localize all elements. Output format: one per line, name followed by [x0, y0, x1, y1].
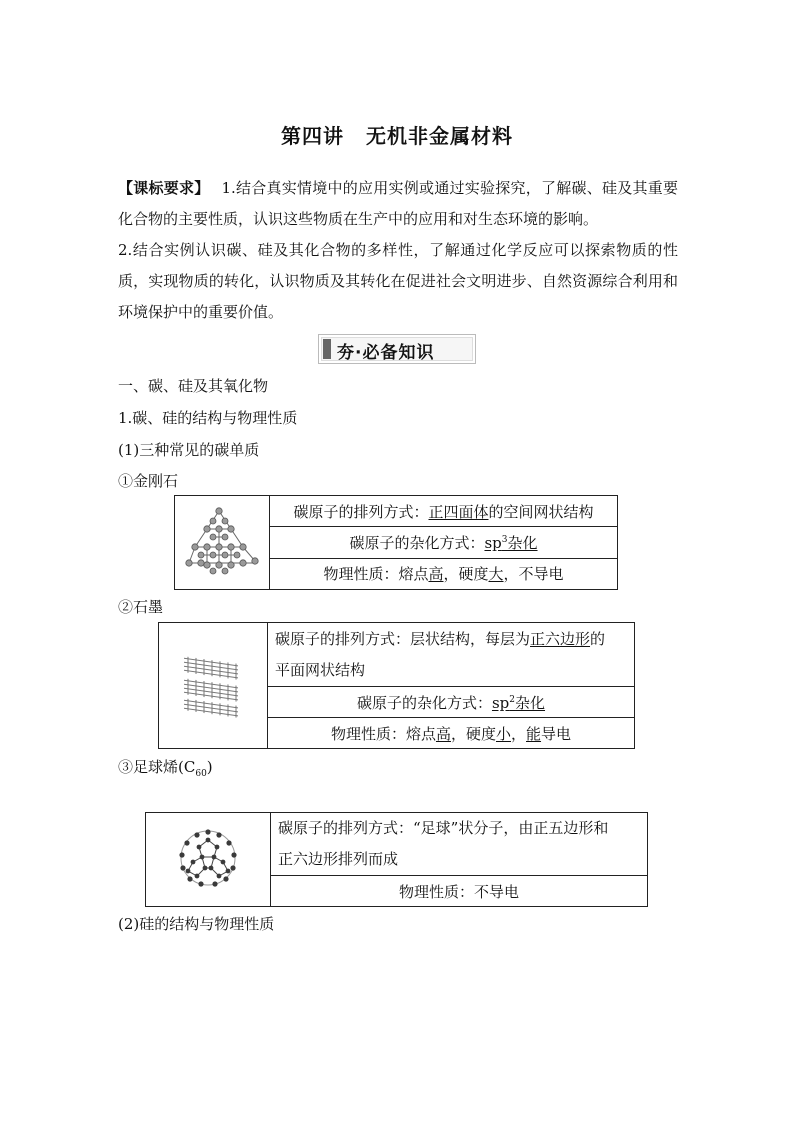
- diamond-hybrid-value: [484, 534, 537, 552]
- graphite-phys-prefix: 物理性质：熔点: [330, 724, 436, 743]
- graphite-phys-mid: ，硬度: [450, 724, 496, 743]
- diamond-arrangement-cell: [270, 496, 618, 527]
- c60-table: [145, 812, 648, 907]
- diamond-hybrid-sup: 3: [501, 534, 508, 545]
- requirements-paragraph-2: [118, 235, 678, 328]
- diamond-hybrid-cell: [270, 527, 618, 558]
- graphite-table: [158, 622, 635, 749]
- diamond-phys-hard: 大: [488, 565, 504, 584]
- c60-arrangement-cell: [271, 813, 648, 876]
- graphite-arrangement-cell: [268, 623, 635, 687]
- graphite-structure-image: [159, 623, 268, 749]
- label-diamond: ①金刚石: [118, 472, 179, 490]
- diamond-physical-cell: [270, 558, 618, 589]
- graphite-hybrid-sup: 2: [509, 694, 516, 705]
- heading-carbon-silicon-oxides: 一、碳、硅及其氧化物: [118, 377, 269, 395]
- banner-text: 夯·必备知识: [337, 343, 435, 363]
- diamond-arrangement-key: 正四面体: [428, 502, 489, 521]
- graphite-phys-sep: ，: [511, 724, 527, 743]
- graphite-arrangement-prefix: 碳原子的排列方式：层状结构，每层为: [275, 629, 531, 648]
- graphite-layers-icon: [178, 648, 248, 720]
- c60-arrangement-line1: 碳原子的排列方式：“足球”状分子，由正五边形和: [278, 819, 609, 837]
- graphite-hybrid-prefix: 碳原子的杂化方式：: [356, 693, 492, 712]
- diamond-phys-high: 高: [428, 565, 444, 584]
- graphite-phys-can: 能: [526, 724, 542, 743]
- graphite-hybrid-value: [492, 694, 545, 712]
- c60-football-icon: [175, 826, 241, 890]
- graphite-phys-high: 高: [435, 724, 451, 743]
- c60-label-suffix: ): [206, 758, 213, 776]
- graphite-phys-hard: 小: [495, 724, 511, 743]
- c60-arrangement-line2: 正六边形排列而成: [278, 850, 399, 868]
- diamond-hybrid-sp: sp: [484, 533, 502, 552]
- diamond-arrangement-suffix: 的空间网状结构: [488, 502, 594, 521]
- graphite-hybrid-cell: [268, 687, 635, 718]
- diamond-structure-image: [175, 496, 270, 590]
- c60-label-prefix: ③足球烯(C: [118, 758, 196, 776]
- graphite-arrangement-line2: 平面网状结构: [275, 660, 366, 679]
- c60-physical-cell: 物理性质：不导电: [271, 876, 648, 907]
- graphite-physical-cell: [268, 718, 635, 749]
- heading-carbon-allotropes: (1)三种常见的碳单质: [118, 441, 260, 459]
- graphite-arrangement-key: 正六边形: [530, 629, 591, 648]
- diamond-phys-prefix: 物理性质：熔点: [323, 565, 429, 584]
- diamond-lattice-icon: [179, 499, 265, 583]
- lecture-topic: 无机非金属材料: [366, 124, 513, 148]
- banner-bar-icon: [323, 339, 331, 359]
- requirements-text-2: 2.结合实例认识碳、硅及其化合物的多样性，了解通过化学反应可以探索物质的性质，实现物质的转化，认识物质及其转化在促进社会文明进步、自然资源综合利用和环境保护中的重要价值。: [118, 241, 678, 321]
- label-graphite: ②石墨: [118, 598, 164, 616]
- heading-structure-properties: 1.碳、硅的结构与物理性质: [118, 409, 298, 427]
- diamond-hybrid-prefix: 碳原子的杂化方式：: [349, 533, 485, 552]
- diamond-phys-mid: ，硬度: [443, 565, 489, 584]
- diamond-arrangement-prefix: 碳原子的排列方式：: [293, 502, 429, 521]
- graphite-hybrid-sp: sp: [491, 693, 510, 712]
- graphite-arrangement-suffix: 的: [590, 629, 606, 648]
- diamond-phys-end: ，不导电: [503, 565, 564, 584]
- diamond-hybrid-suffix: 杂化: [507, 533, 538, 552]
- heading-silicon-structure: (2)硅的结构与物理性质: [118, 915, 275, 933]
- page-title: [0, 120, 794, 149]
- requirements-tag: 【课标要求】: [118, 179, 210, 197]
- label-c60: [118, 757, 213, 784]
- graphite-phys-end: 导电: [541, 724, 572, 743]
- requirements-paragraph-1: [118, 173, 678, 235]
- c60-label-sub: 60: [195, 769, 207, 779]
- c60-structure-image: [146, 813, 271, 907]
- diamond-table: [174, 495, 618, 590]
- graphite-hybrid-suffix: 杂化: [515, 693, 546, 712]
- requirements-text-1: 1.结合真实情境中的应用实例或通过实验探究，了解碳、硅及其重要化合物的主要性质，认识这些物质在生产中的应用和对生态环境的影响。: [118, 179, 678, 228]
- lecture-number: 第四讲: [281, 124, 344, 148]
- section-banner: [318, 334, 476, 364]
